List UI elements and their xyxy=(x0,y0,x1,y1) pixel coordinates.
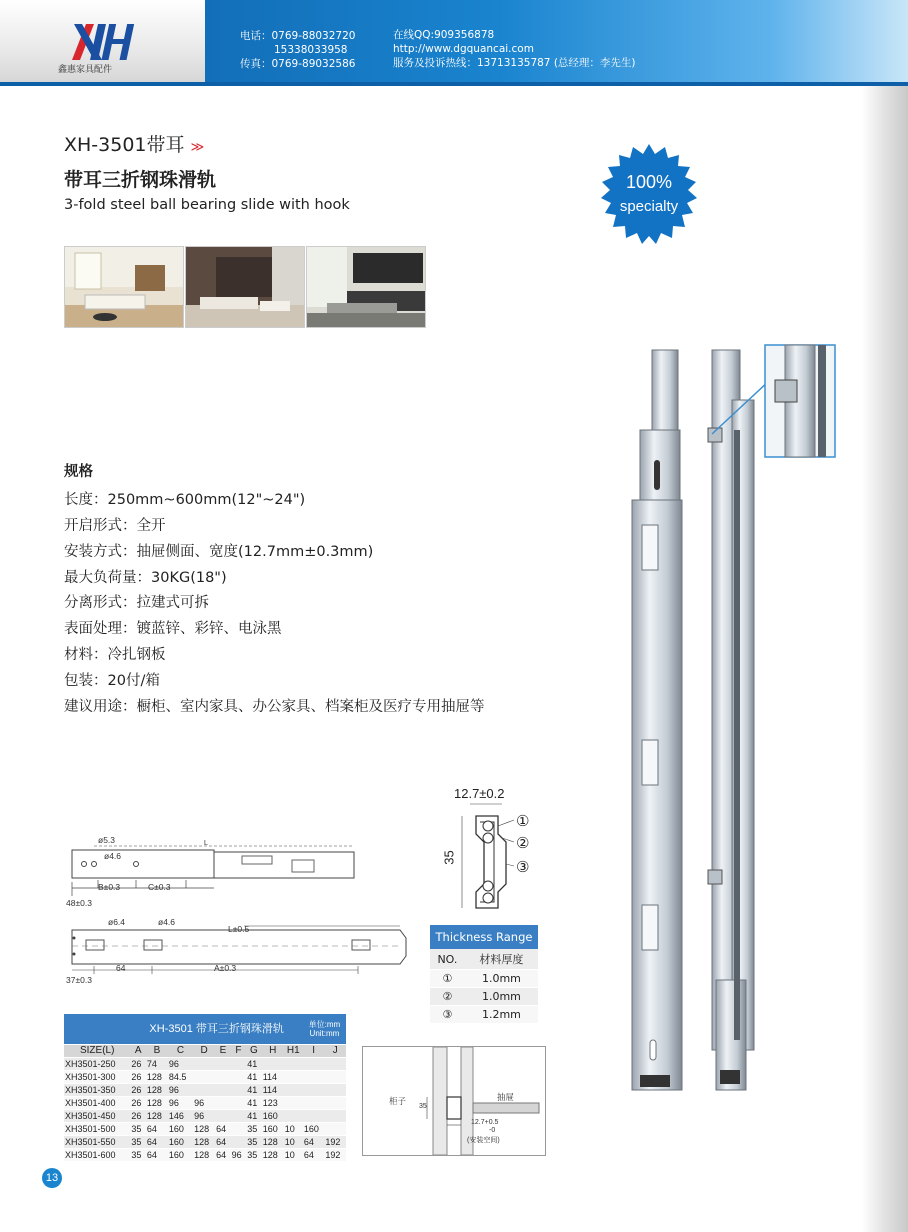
table-cell: 64 xyxy=(215,1136,231,1149)
table-cell: 26 xyxy=(130,1110,146,1123)
table-cell xyxy=(215,1084,231,1097)
table-cell: 146 xyxy=(168,1110,193,1123)
table-cell xyxy=(193,1071,215,1084)
dimension-table xyxy=(64,1014,346,1162)
table-cell: 26 xyxy=(130,1058,146,1071)
website-link[interactable]: http://www.dgquancai.com xyxy=(393,43,534,55)
table-cell: 35 xyxy=(246,1136,262,1149)
thickness-col-no: NO. xyxy=(430,949,465,970)
table-cell: 160 xyxy=(168,1136,193,1149)
dim-col-header: A xyxy=(130,1045,146,1058)
table-cell: 35 xyxy=(130,1136,146,1149)
logo-panel xyxy=(0,0,205,82)
profile-marker-3: ③ xyxy=(516,858,530,876)
table-cell: 26 xyxy=(130,1097,146,1110)
dim-hole-53: ø5.3 xyxy=(98,835,116,845)
table-cell xyxy=(215,1071,231,1084)
table-cell xyxy=(231,1097,247,1110)
fax-line: 传真：0769-89032586 xyxy=(240,58,356,70)
table-cell: 160 xyxy=(262,1110,284,1123)
dim-col-header: G xyxy=(246,1045,262,1058)
phone-line-1: 电话：0769-88032720 xyxy=(240,30,356,42)
dim-b: B±0.3 xyxy=(98,882,121,892)
spec-length: 长度：250mm~600mm(12"~24") xyxy=(64,492,306,508)
table-cell: 192 xyxy=(324,1149,346,1162)
table-cell: 41 xyxy=(246,1071,262,1084)
table-cell xyxy=(303,1084,325,1097)
table-cell: 35 xyxy=(130,1123,146,1136)
table-cell: 64 xyxy=(146,1123,168,1136)
table-cell xyxy=(324,1110,346,1123)
table-cell xyxy=(231,1123,247,1136)
dim-length-total: L±0.5 xyxy=(228,924,250,934)
table-cell xyxy=(231,1136,247,1149)
table-cell: 74 xyxy=(146,1058,168,1071)
spec-packing: 包装：20付/箱 xyxy=(64,673,160,689)
table-cell: 64 xyxy=(146,1136,168,1149)
table-cell: XH3501-550 xyxy=(64,1136,130,1149)
spec-separation: 分离形式：拉建式可拆 xyxy=(64,595,209,611)
dim-col-header: B xyxy=(146,1045,168,1058)
table-cell: 96 xyxy=(231,1149,247,1162)
table-cell: 128 xyxy=(146,1071,168,1084)
table-cell xyxy=(193,1058,215,1071)
dim-table-corner xyxy=(64,1014,130,1045)
badge-percent: 100% xyxy=(625,172,673,192)
spec-material: 材料：冷扎钢板 xyxy=(64,647,166,663)
table-cell: XH3501-450 xyxy=(64,1110,130,1123)
install-height-label: 35 xyxy=(419,1103,427,1110)
install-gap-label: 12.7+0.5 xyxy=(471,1119,499,1126)
table-cell xyxy=(231,1110,247,1123)
table-cell: 160 xyxy=(303,1123,325,1136)
table-cell xyxy=(284,1058,303,1071)
interior-photo-living-room xyxy=(64,246,184,328)
thickness-col-thk: 材料厚度 xyxy=(465,949,538,970)
table-cell: 96 xyxy=(168,1058,193,1071)
profile-width-label: 12.7±0.2 xyxy=(454,786,505,801)
phone-line-2: 15338033958 xyxy=(274,44,348,56)
install-drawer-label: 抽屉 xyxy=(497,1092,515,1102)
table-cell: 64 xyxy=(303,1149,325,1162)
table-row xyxy=(64,1058,346,1071)
install-cabinet-label: 柜子 xyxy=(389,1096,407,1106)
dim-table-body xyxy=(64,1058,346,1162)
table-cell: XH3501-600 xyxy=(64,1149,130,1162)
profile-height-label: 35 xyxy=(441,850,457,865)
table-row: ① 1.0mm xyxy=(430,970,538,988)
dim-col-header: F xyxy=(231,1045,247,1058)
qq-line: 在线QQ:909356878 xyxy=(393,29,495,41)
table-cell xyxy=(324,1084,346,1097)
table-cell xyxy=(284,1110,303,1123)
dim-a: A±0.3 xyxy=(214,963,237,973)
table-cell: 160 xyxy=(262,1123,284,1136)
dim-table-title: XH-3501 带耳三折钢珠滑轨 xyxy=(130,1014,302,1045)
install-space-label: (安装空间) xyxy=(467,1137,500,1144)
table-cell: XH3501-250 xyxy=(64,1058,130,1071)
dim-col-header: J xyxy=(324,1045,346,1058)
table-cell: 160 xyxy=(168,1149,193,1162)
table-cell: 114 xyxy=(262,1071,284,1084)
table-cell: 10 xyxy=(284,1123,303,1136)
table-cell: XH3501-350 xyxy=(64,1084,130,1097)
table-row: ③ 1.2mm xyxy=(430,1006,538,1024)
table-cell xyxy=(215,1058,231,1071)
table-cell: 41 xyxy=(246,1110,262,1123)
dim-col-header: E xyxy=(215,1045,231,1058)
table-cell xyxy=(303,1110,325,1123)
table-cell: 26 xyxy=(130,1071,146,1084)
table-cell xyxy=(284,1071,303,1084)
dim-hole-46: ø4.6 xyxy=(104,851,122,861)
table-cell xyxy=(324,1071,346,1084)
spec-opening: 开启形式：全开 xyxy=(64,518,166,534)
thickness-table-title: Thickness Range xyxy=(430,925,538,949)
table-cell: 96 xyxy=(193,1097,215,1110)
table-cell xyxy=(231,1071,247,1084)
install-gap-tolerance: -0 xyxy=(489,1127,496,1134)
chevron-icon: ≫ xyxy=(190,140,205,155)
table-cell: 41 xyxy=(246,1084,262,1097)
interior-photo-lounge xyxy=(185,246,305,328)
table-row xyxy=(64,1149,346,1162)
table-cell: 128 xyxy=(146,1097,168,1110)
table-cell xyxy=(231,1084,247,1097)
table-cell xyxy=(324,1097,346,1110)
table-cell: 160 xyxy=(168,1123,193,1136)
model-title-text: XH-3501带耳 xyxy=(64,134,185,156)
specialty-badge xyxy=(595,142,703,250)
table-cell: 96 xyxy=(168,1084,193,1097)
table-cell: 64 xyxy=(303,1136,325,1149)
dim-col-header: C xyxy=(168,1045,193,1058)
table-cell xyxy=(262,1058,284,1071)
table-cell: 128 xyxy=(193,1149,215,1162)
table-cell: 35 xyxy=(130,1149,146,1162)
dim-table-unit: 单位:mm Unit:mm xyxy=(303,1014,346,1045)
table-cell xyxy=(284,1084,303,1097)
table-row xyxy=(64,1084,346,1097)
table-cell: 84.5 xyxy=(168,1071,193,1084)
table-cell: 64 xyxy=(215,1149,231,1162)
dim-col-header: SIZE(L) xyxy=(64,1045,130,1058)
table-cell xyxy=(284,1097,303,1110)
model-title xyxy=(64,130,204,157)
table-cell: 41 xyxy=(246,1058,262,1071)
table-cell: 10 xyxy=(284,1149,303,1162)
table-row: ② 1.0mm xyxy=(430,988,538,1006)
table-cell: 128 xyxy=(262,1149,284,1162)
table-row xyxy=(64,1110,346,1123)
table-cell xyxy=(215,1097,231,1110)
slide-rail-product-image xyxy=(620,340,840,1100)
interior-photo-kitchen xyxy=(306,246,426,328)
table-cell xyxy=(303,1097,325,1110)
table-cell: 96 xyxy=(193,1110,215,1123)
dim-37: 37±0.3 xyxy=(66,975,92,985)
spec-mounting: 安装方式：抽屉侧面、宽度(12.7mm±0.3mm) xyxy=(64,544,374,560)
starburst-icon xyxy=(595,142,703,250)
table-cell: 192 xyxy=(324,1136,346,1149)
product-cn-name: 带耳三折钢珠滑轨 xyxy=(64,169,217,191)
dim-c: C±0.3 xyxy=(148,882,171,892)
table-cell: 123 xyxy=(262,1097,284,1110)
table-cell xyxy=(324,1058,346,1071)
table-cell xyxy=(303,1071,325,1084)
profile-marker-2: ② xyxy=(516,834,530,852)
table-row xyxy=(64,1071,346,1084)
spec-finish: 表面处理：镀蓝锌、彩锌、电泳黑 xyxy=(64,621,282,637)
dim-table-columns xyxy=(64,1045,346,1058)
table-cell: 114 xyxy=(262,1084,284,1097)
dim-col-header: I xyxy=(303,1045,325,1058)
table-cell xyxy=(231,1058,247,1071)
dim-hole-64: ø6.4 xyxy=(108,917,126,927)
spec-max-load: 最大负荷量：30KG(18") xyxy=(64,570,227,586)
dim-col-header: H1 xyxy=(284,1045,303,1058)
table-cell: 35 xyxy=(246,1123,262,1136)
table-cell: 35 xyxy=(246,1149,262,1162)
page-number: 13 xyxy=(42,1168,62,1188)
table-cell: 128 xyxy=(146,1084,168,1097)
specs-heading: 规格 xyxy=(64,464,93,480)
table-cell: 26 xyxy=(130,1084,146,1097)
dim-col-header: D xyxy=(193,1045,215,1058)
badge-specialty: specialty xyxy=(619,198,679,215)
table-cell: XH3501-300 xyxy=(64,1071,130,1084)
hotline-line: 服务及投诉热线：13713135787 (总经理：李先生) xyxy=(393,57,636,69)
logo-caption: 鑫惠家具配件 xyxy=(58,65,113,75)
table-cell: 128 xyxy=(193,1136,215,1149)
table-cell: XH3501-500 xyxy=(64,1123,130,1136)
spec-usage: 建议用途：橱柜、室内家具、办公家具、档案柜及医疗专用抽屉等 xyxy=(64,699,485,715)
dim-hole-46-bottom: ø4.6 xyxy=(158,917,176,927)
bottom-view-drawing xyxy=(64,916,409,988)
dim-length-l: L xyxy=(204,840,208,847)
profile-marker-1: ① xyxy=(516,812,530,830)
table-cell xyxy=(303,1058,325,1071)
table-cell: XH3501-400 xyxy=(64,1097,130,1110)
table-row xyxy=(64,1097,346,1110)
table-cell: 128 xyxy=(193,1123,215,1136)
table-cell xyxy=(324,1123,346,1136)
header-rule xyxy=(0,82,908,86)
table-row xyxy=(64,1136,346,1149)
table-cell: 10 xyxy=(284,1136,303,1149)
table-cell: 41 xyxy=(246,1097,262,1110)
table-cell: 128 xyxy=(262,1136,284,1149)
thickness-table xyxy=(430,925,538,1024)
table-cell xyxy=(193,1084,215,1097)
installation-diagram xyxy=(362,1046,546,1156)
table-cell: 64 xyxy=(146,1149,168,1162)
dim-48: 48±0.3 xyxy=(66,898,92,908)
table-row xyxy=(64,1123,346,1136)
table-cell: 64 xyxy=(215,1123,231,1136)
dim-64: 64 xyxy=(116,963,126,973)
side-view-drawing xyxy=(64,830,364,910)
company-logo-icon xyxy=(68,20,144,62)
table-cell xyxy=(215,1110,231,1123)
page-edge-shadow xyxy=(862,86,908,1232)
table-cell: 96 xyxy=(168,1097,193,1110)
table-cell: 128 xyxy=(146,1110,168,1123)
profile-cross-section xyxy=(440,782,550,912)
dim-col-header: H xyxy=(262,1045,284,1058)
product-en-name: 3-fold steel ball bearing slide with hook xyxy=(64,197,350,213)
